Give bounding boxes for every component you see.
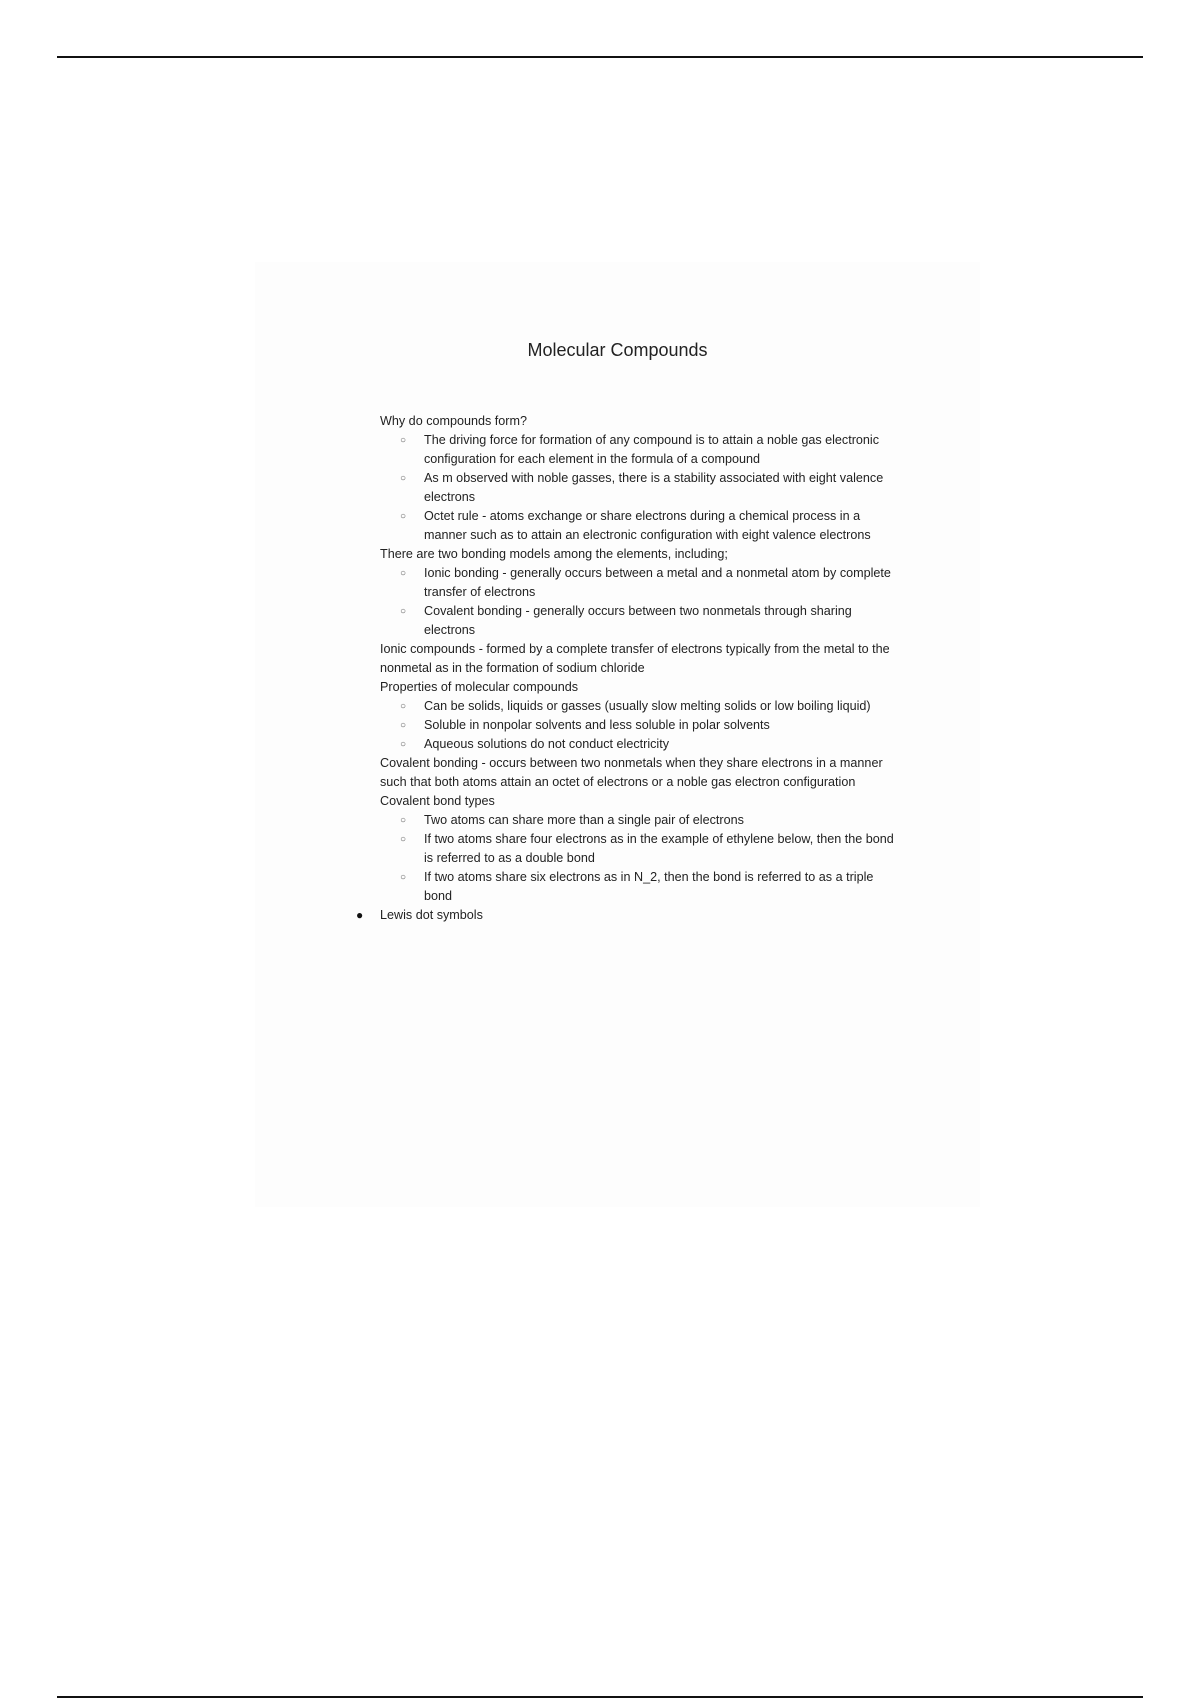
hollow-bullet-icon: ○ <box>400 701 407 712</box>
sub-list-item <box>380 469 900 507</box>
bottom-rule <box>57 1696 1143 1698</box>
sub-list <box>380 697 900 754</box>
list-item-text: Covalent bond types <box>380 794 495 808</box>
hollow-bullet-icon: ○ <box>400 872 407 883</box>
hollow-bullet-icon: ○ <box>400 568 407 579</box>
sub-list-item <box>380 697 900 716</box>
list-item <box>380 412 900 545</box>
document-title: Molecular Compounds <box>527 340 708 360</box>
sub-list-item-text: If two atoms share six electrons as in N_2, then the bond is referred to as a triple bond <box>424 870 874 903</box>
sub-list-item <box>380 811 900 830</box>
sub-list-item <box>380 507 900 545</box>
sub-list <box>380 564 900 640</box>
sub-list-item-text: Can be solids, liquids or gasses (usually slow melting solids or low boiling liquid) <box>424 699 871 713</box>
sub-list-item-text: As m observed with noble gasses, there is a stability associated with eight valence electrons <box>424 471 884 504</box>
hollow-bullet-icon: ○ <box>400 435 407 446</box>
top-rule <box>57 56 1143 58</box>
hollow-bullet-icon: ○ <box>400 720 407 731</box>
list-item-text: Why do compounds form? <box>380 414 527 428</box>
filled-bullet-icon: ● <box>356 908 364 922</box>
sub-list-item-text: Octet rule - atoms exchange or share electrons during a chemical process in a manner such as to attain an electronic configuration with eight valence electrons <box>424 509 871 542</box>
sub-list-item <box>380 602 900 640</box>
sub-list-item <box>380 868 900 906</box>
hollow-bullet-icon: ○ <box>400 511 407 522</box>
sub-list-item-text: Covalent bonding - generally occurs between two nonmetals through sharing electrons <box>424 604 852 637</box>
sub-list-item-text: Soluble in nonpolar solvents and less soluble in polar solvents <box>424 718 770 732</box>
sub-list-item <box>380 830 900 868</box>
sub-list-item-text: The driving force for formation of any compound is to attain a noble gas electronic configuration for each element in the formula of a compound <box>424 433 880 466</box>
list-item <box>380 678 900 754</box>
sub-list-item <box>380 431 900 469</box>
list-item <box>356 906 900 925</box>
list-item <box>380 792 900 906</box>
list-item <box>380 754 900 792</box>
list-item-text: There are two bonding models among the elements, including; <box>380 547 728 561</box>
sub-list-item-text: If two atoms share four electrons as in the example of ethylene below, then the bond is referred to as a double bond <box>424 832 894 865</box>
sub-list <box>380 431 900 545</box>
list-item-text: Properties of molecular compounds <box>380 680 579 694</box>
hollow-bullet-icon: ○ <box>400 815 407 826</box>
sub-list-item-text: Ionic bonding - generally occurs between a metal and a nonmetal atom by complete transfer of electrons <box>424 566 891 599</box>
list-item <box>380 545 900 640</box>
sub-list-item <box>380 735 900 754</box>
hollow-bullet-icon: ○ <box>400 473 407 484</box>
hollow-bullet-icon: ○ <box>400 739 407 750</box>
sub-list <box>380 811 900 906</box>
hollow-bullet-icon: ○ <box>400 834 407 845</box>
sub-list-item-text: Aqueous solutions do not conduct electricity <box>424 737 670 751</box>
sub-list-item <box>380 716 900 735</box>
list-item-text: Covalent bonding - occurs between two nonmetals when they share electrons in a manner such that both atoms attain an octet of electrons or a noble gas electron configuration <box>380 756 883 789</box>
hollow-bullet-icon: ○ <box>400 606 407 617</box>
sub-list-item <box>380 564 900 602</box>
document-body <box>356 412 900 925</box>
list-item-text: Ionic compounds - formed by a complete transfer of electrons typically from the metal to the nonmetal as in the formation of sodium chloride <box>380 642 890 675</box>
sub-list-item-text: Two atoms can share more than a single pair of electrons <box>424 813 744 827</box>
list-item-text: Lewis dot symbols <box>380 908 483 922</box>
list-item <box>380 640 900 678</box>
